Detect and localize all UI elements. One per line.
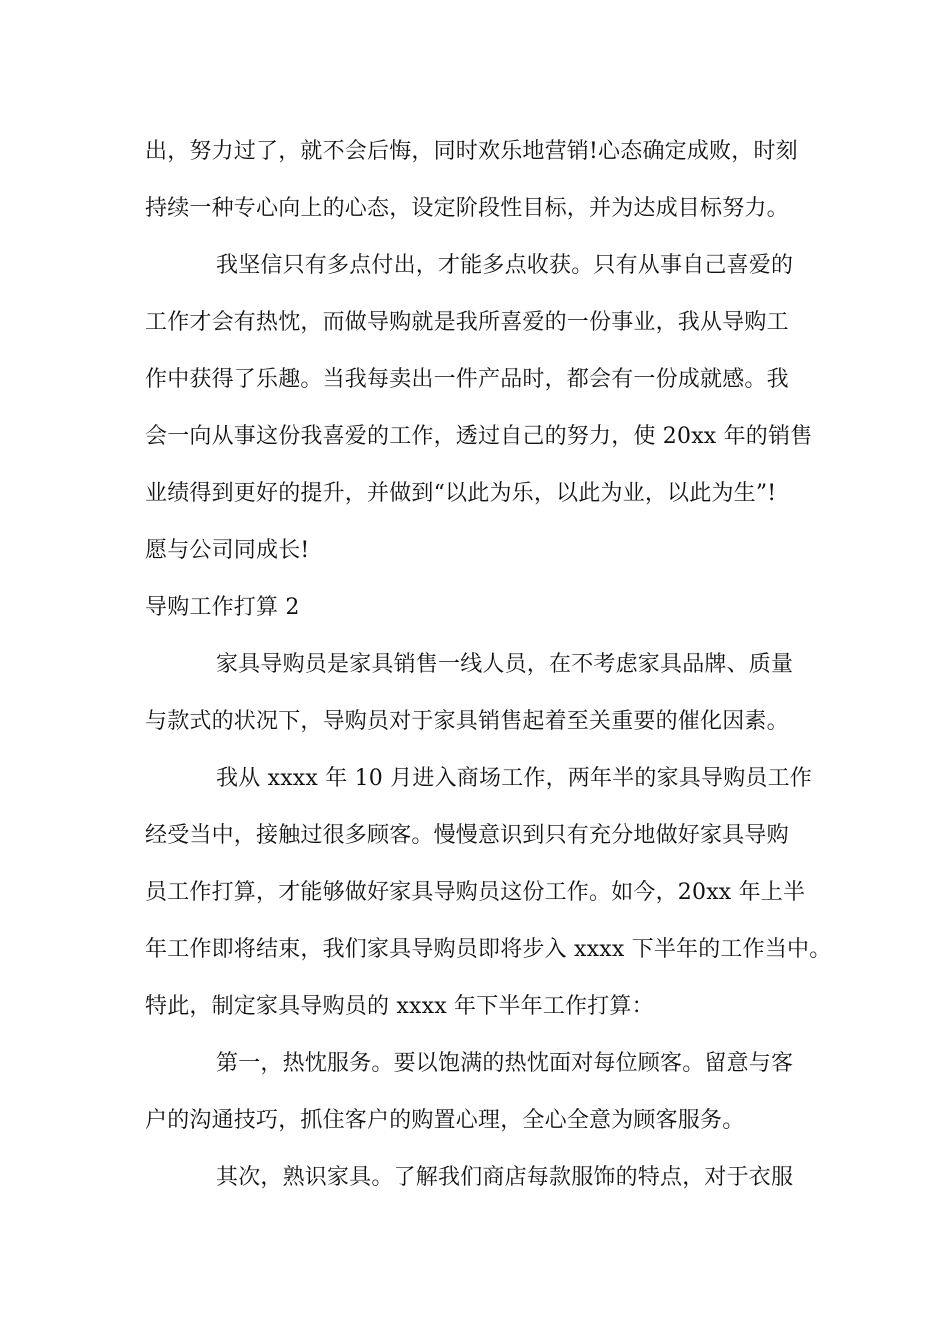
paragraph-line: 第一，热忱服务。要以饱满的热忱面对每位顾客。留意与客	[216, 1051, 794, 1076]
paragraph-line: 员工作打算，才能够做好家具导购员这份工作。如今，20xx 年上半	[145, 880, 806, 905]
paragraph-line: 我从 xxxx 年 10 月进入商场工作，两年半的家具导购员工作	[216, 766, 812, 791]
paragraph-line: 我坚信只有多点付出，才能多点收获。只有从事自己喜爱的	[216, 253, 794, 278]
paragraph-line: 特此，制定家具导购员的 xxxx 年下半年工作打算：	[145, 994, 654, 1019]
paragraph-line: 家具导购员是家具销售一线人员，在不考虑家具品牌、质量	[216, 652, 794, 677]
paragraph-line: 愿与公司同成长!	[145, 538, 310, 563]
paragraph-line: 作中获得了乐趣。当我每卖出一件产品时，都会有一份成就感。我	[145, 367, 789, 392]
paragraph-line: 与款式的状况下，导购员对于家具销售起着至关重要的催化因素。	[145, 709, 789, 734]
paragraph-line: 其次，熟识家具。了解我们商店每款服饰的特点，对于衣服	[216, 1165, 794, 1190]
paragraph-line: 业绩得到更好的提升，并做到“以此为乐，以此为业，以此为生”!	[145, 481, 777, 506]
section-heading: 导购工作打算 2	[145, 595, 300, 620]
paragraph-line: 户的沟通技巧，抓住客户的购置心理，全心全意为顾客服务。	[145, 1108, 745, 1133]
paragraph-line: 工作才会有热忱，而做导购就是我所喜爱的一份事业，我从导购工	[145, 310, 789, 335]
paragraph-line: 持续一种专心向上的心态，设定阶段性目标，并为达成目标努力。	[145, 196, 789, 221]
paragraph-line: 经受当中，接触过很多顾客。慢慢意识到只有充分地做好家具导购	[145, 823, 789, 848]
paragraph-line: 年工作即将结束，我们家具导购员即将步入 xxxx 下半年的工作当中。	[145, 937, 832, 962]
paragraph-line: 会一向从事这份我喜爱的工作，透过自己的努力，使 20xx 年的销售	[145, 424, 813, 449]
paragraph-line: 出，努力过了，就不会后悔，同时欢乐地营销!心态确定成败，时刻	[145, 139, 798, 164]
